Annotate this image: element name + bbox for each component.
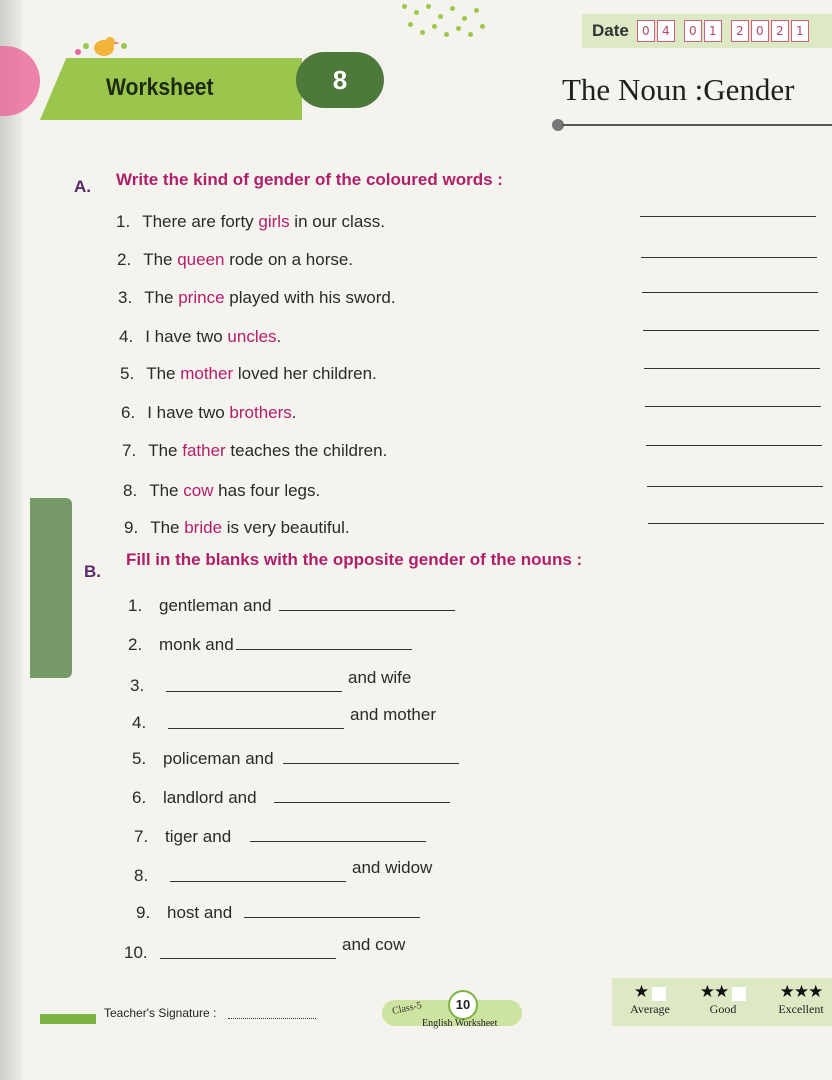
coloured-word: cow [183,481,214,500]
question-text: teaches the children. [225,441,388,460]
question-number: 10. [124,943,148,962]
answer-blank[interactable] [250,841,426,842]
date-digit[interactable]: 2 [771,20,789,42]
question-text: and widow [352,858,433,877]
teacher-signature-field[interactable] [228,1018,316,1019]
question-number: 8. [134,866,149,885]
title-underline [562,124,832,126]
coloured-word: uncles [227,327,277,346]
question-number: 6. [132,788,147,807]
date-digit[interactable]: 1 [791,20,809,42]
answer-blank[interactable] [274,802,450,803]
question-text: The [150,518,185,537]
rating-label: Excellent [778,1002,824,1016]
coloured-word: mother [180,364,234,383]
worksheet-number-badge: 8 [296,52,384,108]
question-number: 4. [132,713,147,732]
answer-blank[interactable] [244,917,420,918]
question-text: monk and [159,635,234,654]
date-box [582,14,832,48]
date-digit[interactable]: 0 [637,20,655,42]
section-a-letter: A. [74,177,91,196]
question-number: 9. [124,518,139,537]
question-a-8 [123,481,320,501]
question-number: 4. [119,327,134,346]
question-text: and cow [342,935,406,954]
rating-checkbox[interactable] [732,987,746,1001]
question-a-1 [116,212,385,232]
question-a-6 [121,403,297,423]
question-number: 1. [116,212,131,231]
question-text: . [276,327,282,346]
question-number: 5. [132,749,147,768]
footer-green-bar [40,1014,96,1024]
bird-icon [70,32,130,60]
date-digit[interactable]: 1 [704,20,722,42]
side-tab-decoration [30,498,72,678]
date-digit[interactable]: 2 [731,20,749,42]
worksheet-label: Worksheet [106,74,214,101]
question-a-5 [120,364,377,384]
class-label: Class-5 [391,1000,423,1017]
question-text: The [149,481,184,500]
rating-label: Average [630,1002,670,1016]
coloured-word: father [182,441,226,460]
question-text: and wife [348,668,412,687]
question-number: 2. [128,635,143,654]
question-number: 1. [128,596,143,615]
coloured-word: brothers [229,403,292,422]
question-number: 7. [134,827,149,846]
answer-blank[interactable] [648,523,824,524]
answer-blank[interactable] [640,216,816,217]
question-text: played with his sword. [224,288,396,307]
date-digit[interactable]: 0 [684,20,702,42]
pink-decoration [0,46,40,116]
answer-blank[interactable] [647,486,823,487]
question-text: gentleman and [159,596,272,615]
question-text: loved her children. [233,364,377,383]
section-b-letter: B. [84,562,101,581]
answer-blank[interactable] [170,881,346,882]
date-label: Date [592,21,629,40]
question-text: tiger and [165,827,232,846]
answer-blank[interactable] [645,406,821,407]
question-a-9 [124,518,350,538]
question-text: landlord and [163,788,257,807]
question-a-3 [118,288,396,308]
coloured-word: queen [177,250,225,269]
coloured-word: prince [178,288,225,307]
answer-blank[interactable] [279,610,455,611]
question-text: rode on a horse. [224,250,354,269]
star-icon: ★ [633,982,649,1001]
answer-blank[interactable] [642,292,818,293]
question-text: The [144,288,179,307]
answer-blank[interactable] [643,330,819,331]
section-b-heading: Fill in the blanks with the opposite gender of the nouns : [126,550,583,569]
rating-good[interactable] [692,982,754,1017]
question-text: and mother [350,705,436,724]
coloured-word: bride [184,518,223,537]
question-a-7 [122,441,387,461]
question-number: 8. [123,481,138,500]
answer-blank[interactable] [283,763,459,764]
question-text: The [146,364,181,383]
rating-checkbox[interactable] [652,987,666,1001]
question-text: host and [167,903,233,922]
star-icon: ★★★ [779,982,823,1001]
question-text: is very beautiful. [222,518,350,537]
answer-blank[interactable] [646,445,822,446]
question-text: in our class. [289,212,386,231]
section-a-heading: Write the kind of gender of the coloured words : [116,170,503,189]
star-icon: ★★ [699,982,729,1001]
dots-decoration [398,0,490,42]
answer-blank[interactable] [236,649,412,650]
question-text: I have two [145,327,228,346]
question-number: 3. [118,288,133,307]
teacher-signature-label: Teacher's Signature : [104,1006,217,1020]
rating-label: Good [709,1002,737,1016]
page-number: 10 [448,990,478,1020]
page-edge-shadow [0,0,22,1080]
rating-average[interactable] [622,982,678,1017]
answer-blank[interactable] [644,368,820,369]
coloured-word: girls [258,212,290,231]
answer-blank[interactable] [166,691,342,692]
question-text: I have two [147,403,230,422]
question-number: 5. [120,364,135,383]
answer-blank[interactable] [168,728,344,729]
question-text: The [148,441,183,460]
question-text: The [143,250,178,269]
question-number: 7. [122,441,137,460]
question-text: has four legs. [213,481,321,500]
question-number: 6. [121,403,136,422]
date-digit[interactable]: 4 [657,20,675,42]
rating-excellent[interactable] [770,982,832,1017]
question-a-4 [119,327,281,347]
page-title: The Noun :Gender [562,72,795,107]
book-label: English Worksheet [422,1018,498,1029]
question-text: . [291,403,297,422]
date-digit[interactable]: 0 [751,20,769,42]
question-number: 9. [136,903,151,922]
question-text: policeman and [163,749,274,768]
answer-blank[interactable] [641,257,817,258]
answer-blank[interactable] [160,958,336,959]
question-a-2 [117,250,353,270]
question-number: 3. [130,676,145,695]
question-number: 2. [117,250,132,269]
question-text: There are forty [142,212,259,231]
